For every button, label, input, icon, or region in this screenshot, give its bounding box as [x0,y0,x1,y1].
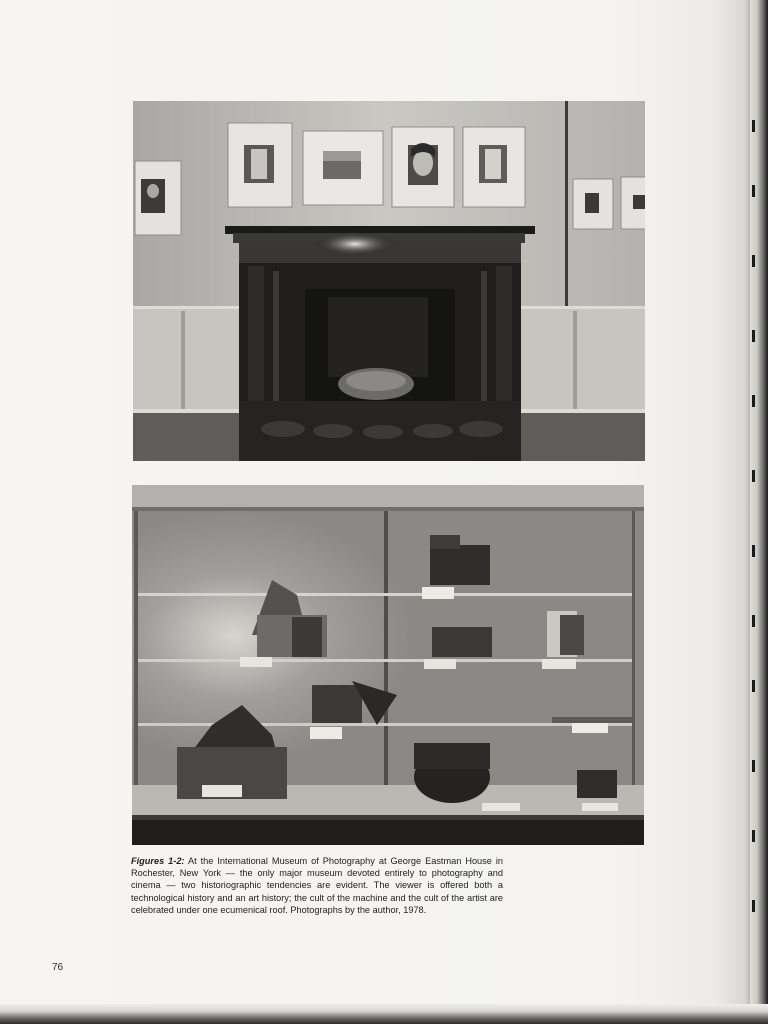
margin-mark [752,330,755,342]
margin-mark [752,900,755,912]
figure-caption [131,855,503,916]
margin-mark [752,255,755,267]
margin-mark [752,120,755,132]
framed-photo [228,123,292,207]
book-bottom-edge [0,1004,768,1024]
margin-mark [752,830,755,842]
margin-mark [752,615,755,627]
figure-2-photo [132,485,644,845]
margin-mark [752,185,755,197]
caption-label: Figures 1-2: [131,856,185,866]
caption-text: At the International Museum of Photography at George Eastman House in Rochester, New York — the only major museum devoted entirely to photography and cinema — two historiographic tendencies are evident. The viewer is offered both a technological history and an art history; the cult of the machine and the cult of the artist are celebrated under one ecumenical roof. Photographs by the author, 1978. [131,856,503,915]
figure-1-photo [133,101,645,461]
margin-mark [752,680,755,692]
margin-mark [752,760,755,772]
margin-mark [752,470,755,482]
margin-mark [752,545,755,557]
page-number: 76 [52,962,64,973]
margin-mark [752,395,755,407]
book-spine-edge [750,0,768,1024]
